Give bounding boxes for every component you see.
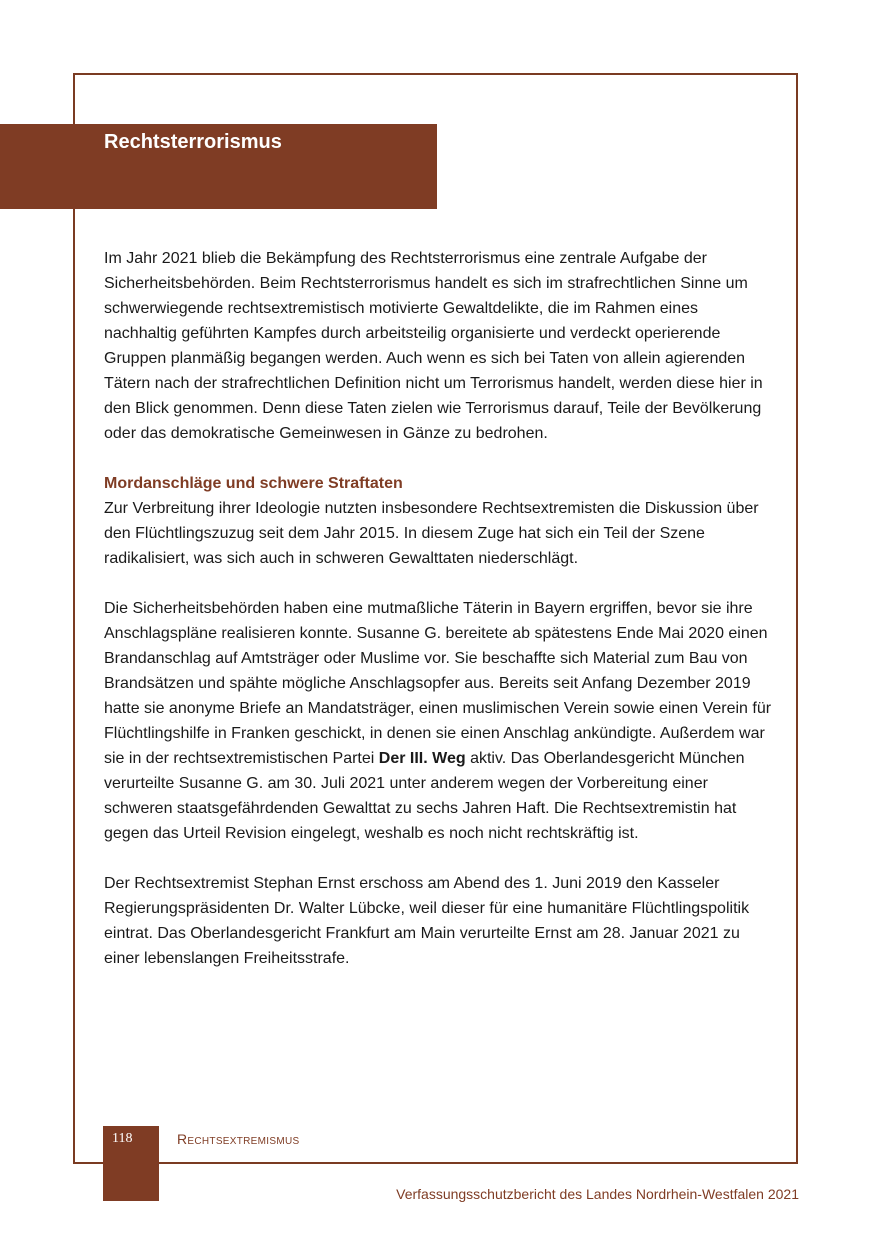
paragraph-2-start: Die Sicherheitsbehörden haben eine mutmaßliche Täterin in Bayern ergriffen, bevor sie ihre Anschlagspläne realisieren konnte. Susanne G. bereitete ab spätestens Ende Mai 2020 einen Brandanschlag auf Amtsträger oder Muslime vor. Sie beschaffte sich Material zum Bau von Brandsätzen und spähte mögliche Anschlagsopfer aus. Bereits seit Anfang Dezember 2019 hatte sie anonyme Briefe an Mandatsträger, einen muslimischen Verein sowie einen Verein für Flüchtlingshilfe in Franken geschickt, in denen sie einen Anschlag ankündigte. Außerdem war sie in der rechtsextremistischen Partei: [104, 600, 772, 767]
paragraph-2-end: aktiv. Das Oberlandesgericht München verurteilte Susanne G. am 30. Juli 2021 unter anderem wegen der Vorbereitung einer schweren staatsgefährdenden Gewalttat zu sechs Jahren Haft. Die Rechtsextremistin hat gegen das Urteil Revision eingelegt, weshalb es noch nicht rechtskräftig ist.: [104, 750, 745, 842]
intro-paragraph: Im Jahr 2021 blieb die Bekämpfung des Rechtsterrorismus eine zentrale Aufgabe der Sicherheitsbehörden. Beim Rechtsterrorismus handelt es sich im strafrechtlichen Sinne um schwerwiegende rechtsextremistisch motivierte Gewaltdelikte, die im Rahmen eines nachhaltig geführten Kampfes durch arbeitsteilig organisierte und verdeckt operierende Gruppen planmäßig begangen werden. Auch wenn es sich bei Taten von allein agierenden Tätern nach der strafrechtlichen Definition nicht um Terrorismus handelt, werden diese hier in den Blick genommen. Denn diese Taten zielen wie Terrorismus darauf, Teile der Bevölkerung oder das demokratische Gemeinwesen in Gänze zu bedrohen.: [104, 250, 763, 442]
paragraph-3: Der Rechtsextremist Stephan Ernst erschoss am Abend des 1. Juni 2019 den Kasseler Regierungspräsidenten Dr. Walter Lübcke, weil dieser für eine humanitäre Flüchtlingspolitik eintrat. Das Oberlandesgericht Frankfurt am Main verurteilte Ernst am 28. Januar 2021 zu einer lebenslangen Freiheitsstrafe.: [104, 875, 750, 967]
page-number: 118: [112, 1131, 133, 1146]
section-label: Rechtsextremismus: [177, 1131, 300, 1147]
paragraph-1: Zur Verbreitung ihrer Ideologie nutzten insbesondere Rechtsextremisten die Diskussion über den Flüchtlingszuzug seit dem Jahr 2015. In diesem Zuge hat sich ein Teil der Szene radikalisiert, was sich auch in schweren Gewalttaten niederschlägt.: [104, 500, 759, 567]
section-subheading: Mordanschläge und schwere Straftaten: [104, 475, 403, 492]
paragraph-2: [104, 596, 774, 846]
page-number-box: [103, 1126, 159, 1201]
title-band: [0, 124, 437, 209]
main-content: [104, 246, 774, 996]
publication-footer: Verfassungsschutzbericht des Landes Nordrhein-Westfalen 2021: [396, 1186, 799, 1202]
party-name: Der III. Weg: [378, 750, 466, 767]
page-title: Rechtsterrorismus: [104, 131, 282, 153]
